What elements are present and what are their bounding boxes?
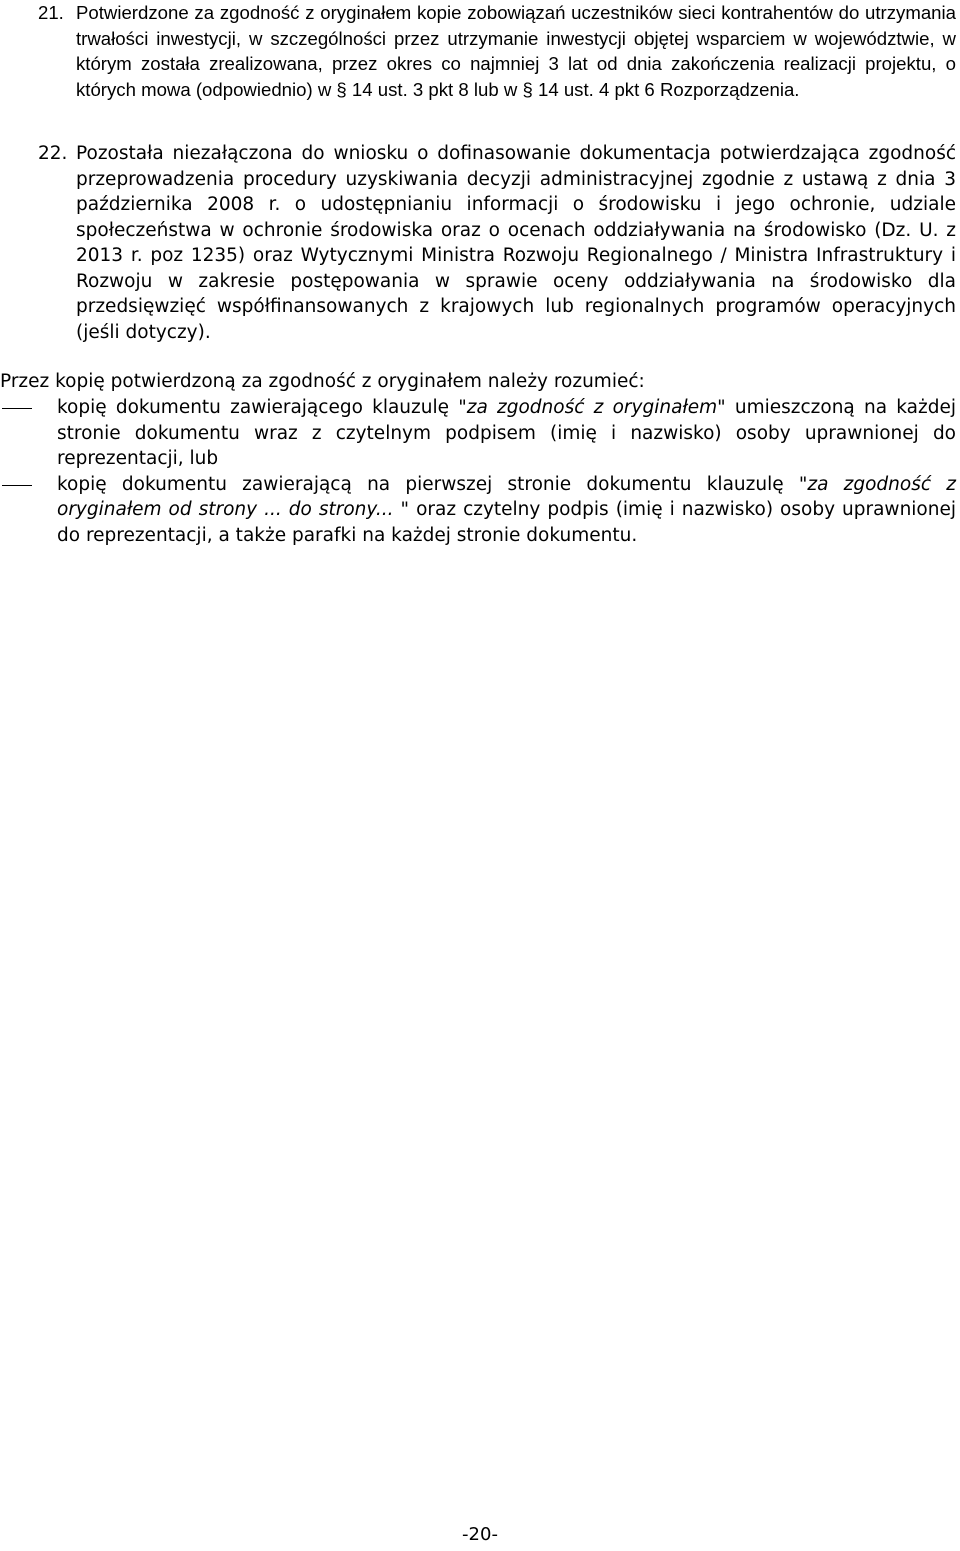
bullet-text-italic: za zgodność z oryginałem (466, 397, 718, 418)
item-text: Pozostała niezałączona do wniosku o dofinasowanie dokumentacja potwierdzająca zgodność przeprowadzenia procedury uzyskiwania decyzji administracyjnej zgodnie z ustawą z dnia 3 października 2008 r. o udostępnianiu informacji o środowisku i jego ochronie, udziale społeczeństwa w ochronie środowiska oraz o ocenach oddziaływania na środowisko (Dz. U. z 2013 r. poz 1235) oraz Wytycznymi Ministra Rozwoju Regionalnego / Ministra Infrastruktury i Rozwoju w zakresie postępowania w sprawie oceny oddziaływania na środowisko dla przedsięwzięć współfinansowanych z krajowych lub regionalnych programów operacyjnych (jeśli dotyczy). (76, 143, 956, 343)
page-number-footer (0, 1524, 960, 1546)
item-number: 21. (38, 2, 64, 23)
definition-list (0, 395, 960, 548)
list-item (0, 472, 960, 549)
list-item-22 (38, 141, 956, 345)
bullet-text-after: " umieszczoną na każdej stronie dokumentu wraz z czytelnym podpisem (imię i nazwisko) osoby uprawnionej do reprezentacji, lub (57, 397, 956, 469)
dash-bullet-icon (0, 472, 57, 498)
bullet-text-before: kopię dokumentu zawierającego klauzulę " (57, 397, 467, 418)
bullet-text-after: " oraz czytelny podpis (imię i nazwisko) osoby uprawnionej do reprezentacji, a także parafki na każdej stronie dokumentu. (57, 499, 956, 546)
item-number: 22. (38, 143, 68, 164)
list-item-21 (38, 0, 956, 102)
bullet-text (57, 472, 956, 549)
bullet-text-italic: za zgodność z oryginałem od strony ... do strony... (57, 473, 956, 520)
list-item (0, 395, 960, 472)
page-number: -20- (462, 1524, 498, 1545)
bullet-text-before: kopię dokumentu zawierającą na pierwszej stronie dokumentu klauzulę " (57, 473, 808, 495)
item-text: Potwierdzone za zgodność z oryginałem kopie zobowiązań uczestników sieci kontrahentów do utrzymania trwałości inwestycji, w szczególności przez utrzymanie inwestycji objętej wsparciem w województwie, w którym została zrealizowana, przez okres co najmniej 3 lat od dnia zakończenia realizacji projektu, o których mowa (odpowiednio) w § 14 ust. 3 pkt 8 lub w § 14 ust. 4 pkt 6 Rozporządzenia. (76, 2, 956, 100)
definition-intro: Przez kopię potwierdzoną za zgodność z oryginałem należy rozumieć: (0, 371, 645, 392)
dash-bullet-icon (0, 395, 57, 421)
bullet-text (57, 395, 956, 472)
